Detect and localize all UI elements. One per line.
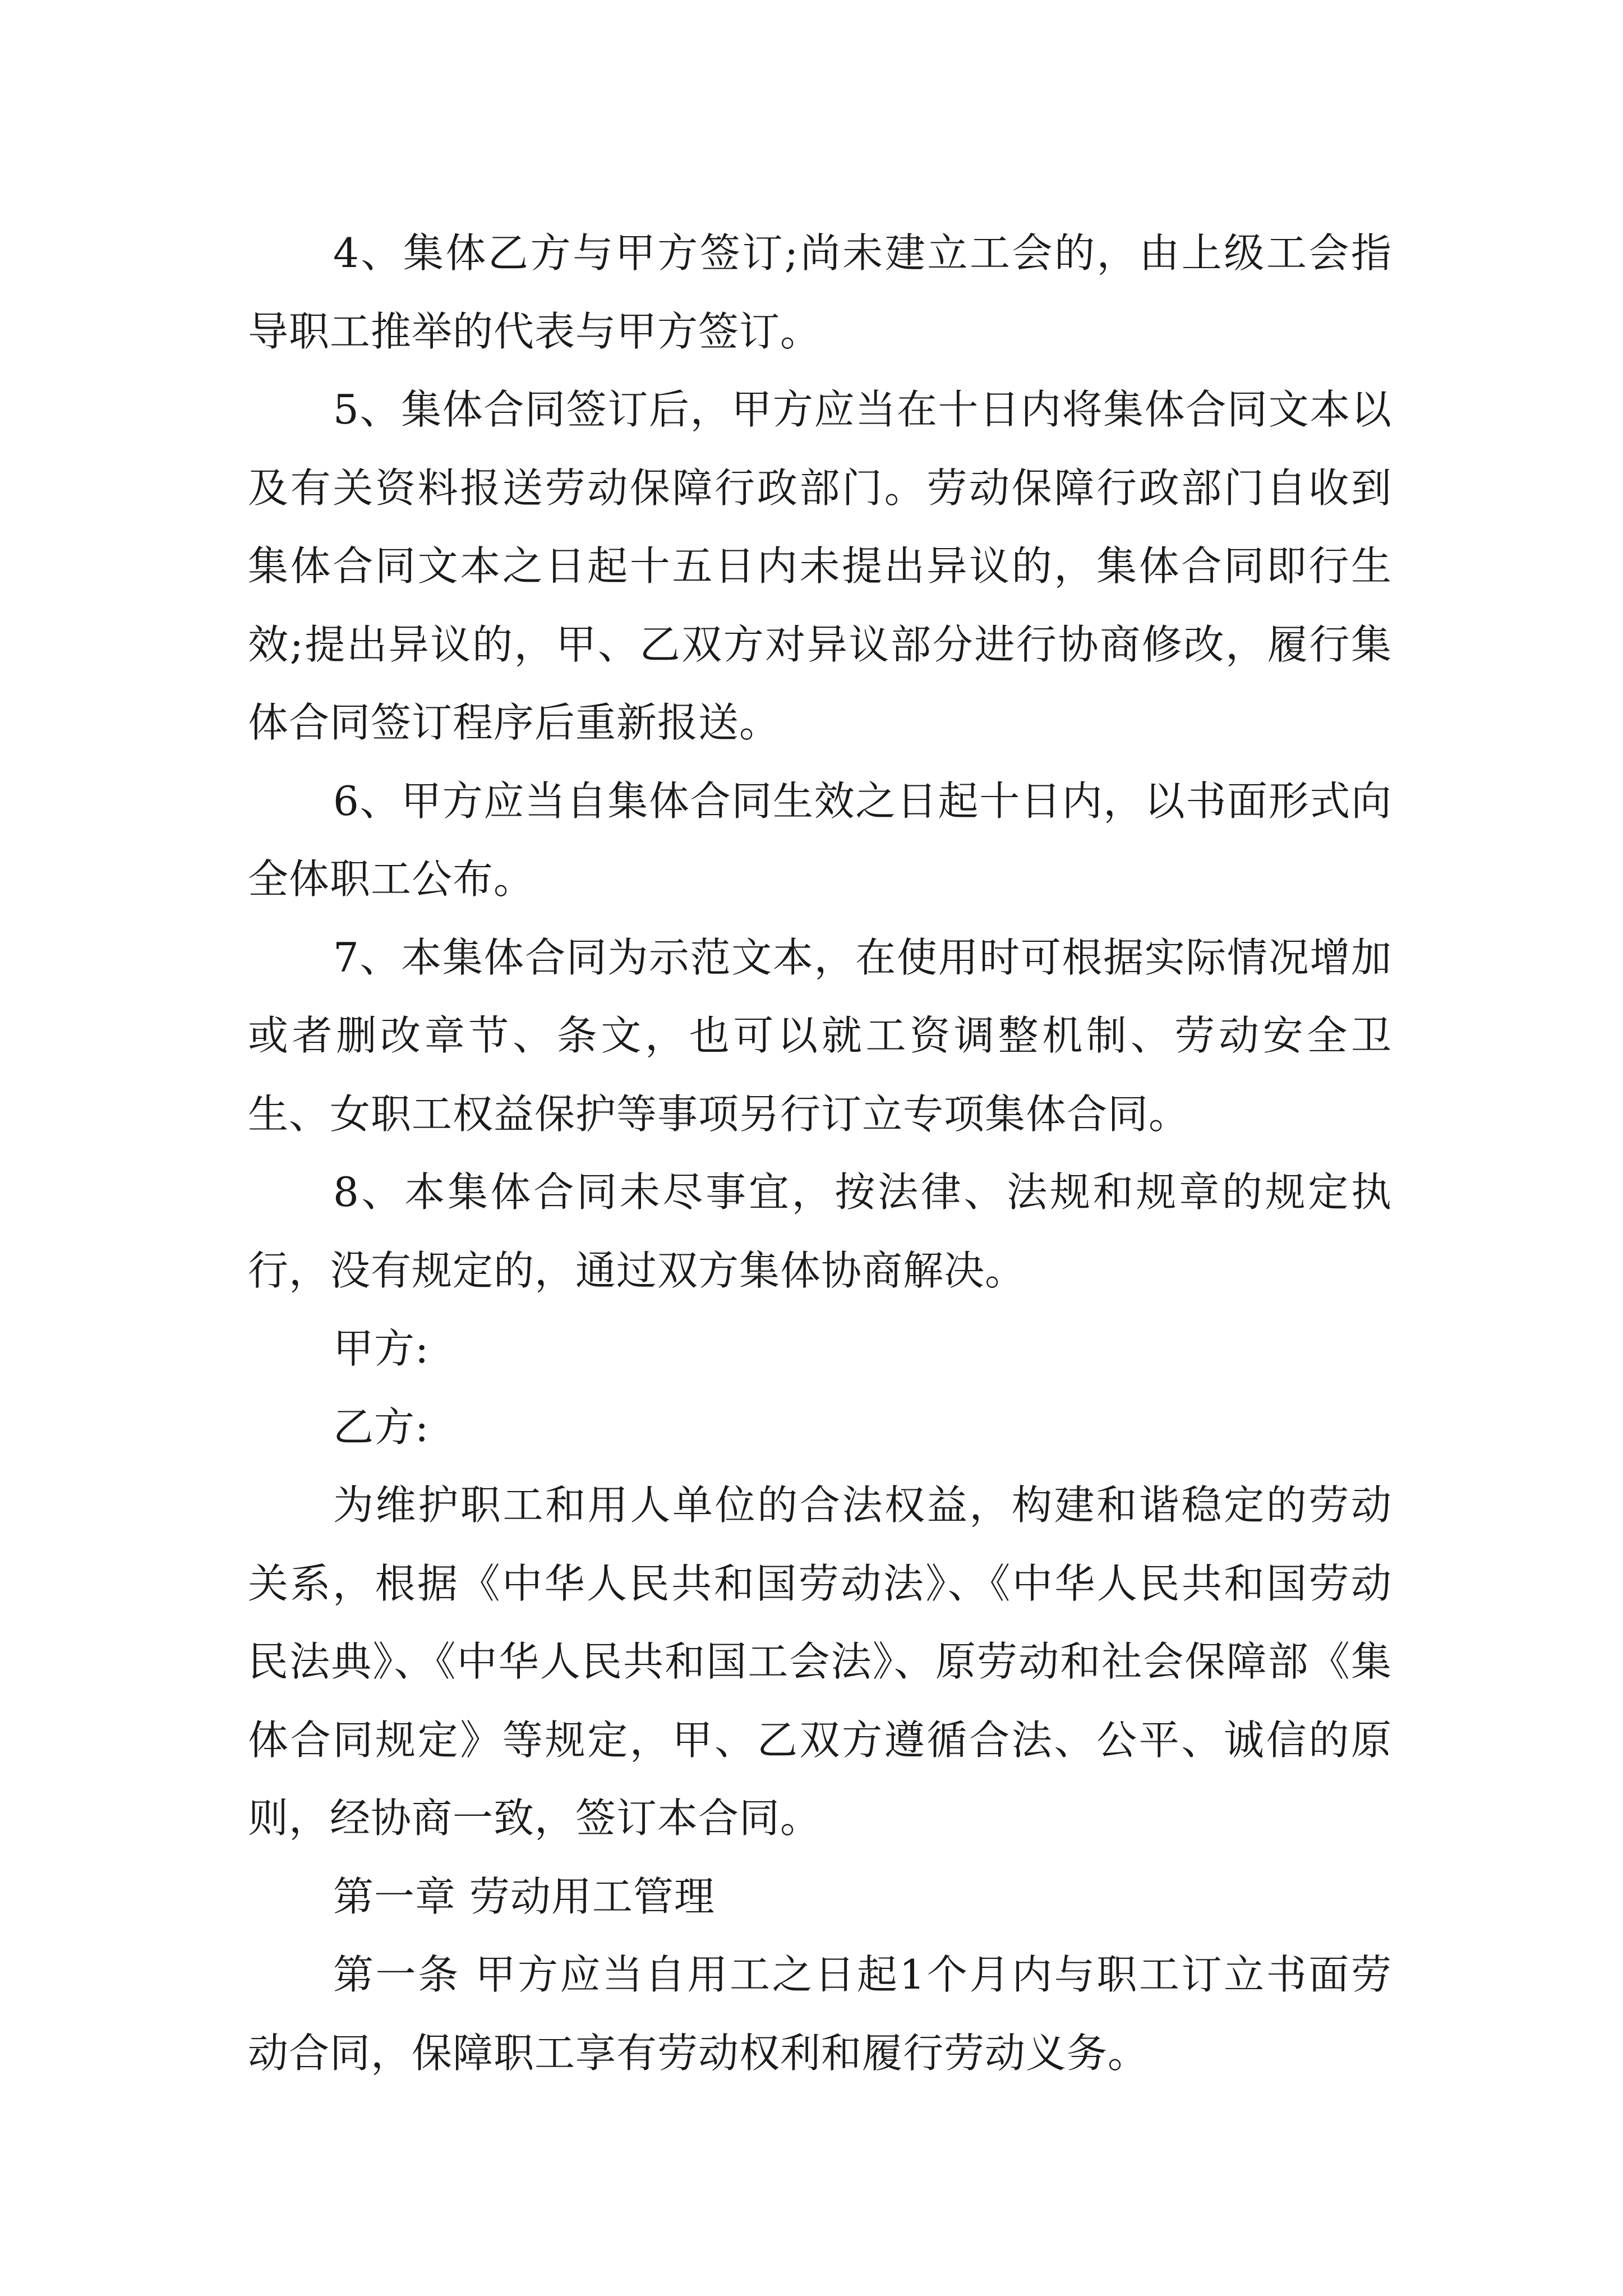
paragraph-publication-6: 6、甲方应当自集体合同生效之日起十日内，以书面形式向全体职工公布。: [248, 777, 1392, 903]
paragraph-filing-5: 5、集体合同签订后，甲方应当在十日内将集体合同文本以及有关资料报送劳动保障行政部门。劳动保障行政部门自收到集体合同文本之日起十五日内未提出异议的，集体合同即行生效;提出异议的，甲、乙双方对异议部分进行协商修改，履行集体合同签订程序后重新报送。: [248, 386, 1392, 746]
paragraph-signing-4: 4、集体乙方与甲方签订;尚未建立工会的，由上级工会指导职工推举的代表与甲方签订。: [248, 229, 1392, 355]
party-b-label: 乙方:: [333, 1403, 430, 1451]
chapter-1-heading: 第一章 劳动用工管理: [333, 1872, 715, 1920]
article-1-paragraph: 第一条 甲方应当自用工之日起1个月内与职工订立书面劳动合同，保障职工享有劳动权利和履行劳动义务。: [248, 1951, 1392, 2077]
party-a-label: 甲方:: [333, 1325, 430, 1372]
paragraph-other-matters-8: 8、本集体合同未尽事宜，按法律、法规和规章的规定执行，没有规定的，通过双方集体协商解决。: [248, 1168, 1392, 1294]
document-body: [248, 214, 1392, 2092]
paragraph-template-7: 7、本集体合同为示范文本，在使用时可根据实际情况增加或者删改章节、条文，也可以就工资调整机制、劳动安全卫生、女职工权益保护等事项另行订立专项集体合同。: [248, 933, 1392, 1138]
preamble-paragraph: 为维护职工和用人单位的合法权益，构建和谐稳定的劳动关系，根据《中华人民共和国劳动法》、《中华人民共和国劳动民法典》、《中华人民共和国工会法》、原劳动和社会保障部《集体合同规定》等规定，甲、乙双方遵循合法、公平、诚信的原则，经协商一致，签订本合同。: [248, 1481, 1392, 1842]
